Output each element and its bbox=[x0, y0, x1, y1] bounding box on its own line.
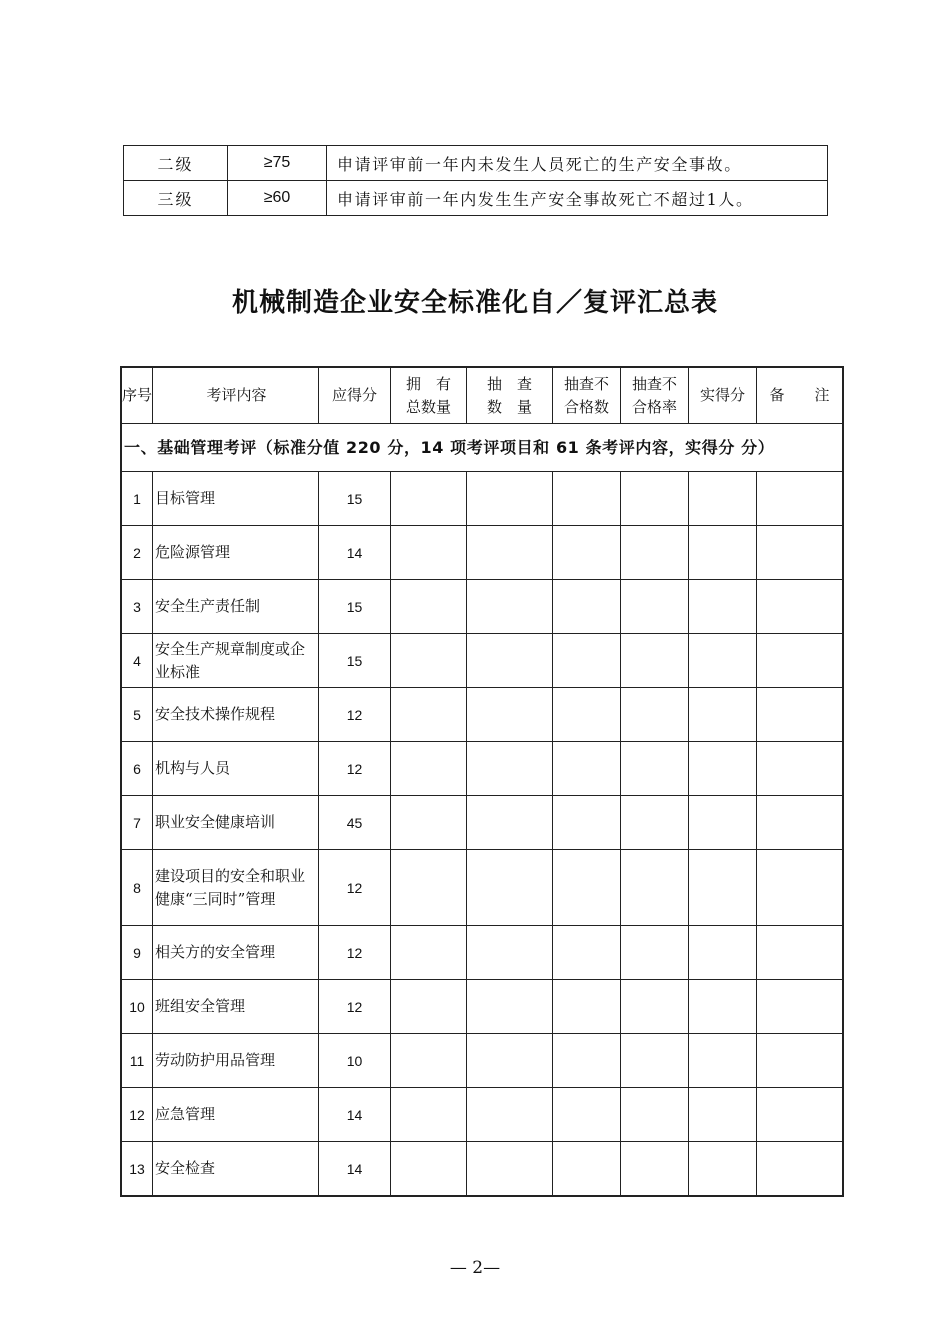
grade-condition: 申请评审前一年内未发生人员死亡的生产安全事故。 bbox=[327, 146, 828, 181]
row-standard-score: 15 bbox=[319, 580, 391, 634]
row-item: 安全生产责任制 bbox=[153, 580, 319, 634]
row-nonconform-rate[interactable] bbox=[621, 742, 689, 796]
row-actual-score[interactable] bbox=[689, 580, 757, 634]
header-note: 备 注 bbox=[757, 367, 844, 424]
row-note[interactable] bbox=[757, 742, 844, 796]
row-number: 3 bbox=[121, 580, 153, 634]
row-nonconform-rate[interactable] bbox=[621, 926, 689, 980]
row-note[interactable] bbox=[757, 526, 844, 580]
row-standard-score: 14 bbox=[319, 1142, 391, 1197]
row-own-total[interactable] bbox=[391, 688, 467, 742]
row-nonconform-count[interactable] bbox=[553, 526, 621, 580]
summary-table bbox=[120, 366, 844, 1197]
table-row bbox=[121, 1088, 843, 1142]
row-actual-score[interactable] bbox=[689, 1088, 757, 1142]
row-own-total[interactable] bbox=[391, 580, 467, 634]
header-nonconform-line2: 合格数 bbox=[563, 397, 609, 416]
row-own-total[interactable] bbox=[391, 634, 467, 688]
grade-level: 三级 bbox=[124, 181, 228, 216]
row-actual-score[interactable] bbox=[689, 526, 757, 580]
header-actual-score: 实得分 bbox=[689, 367, 757, 424]
row-check-count[interactable] bbox=[467, 688, 553, 742]
grade-table bbox=[123, 145, 828, 216]
table-row bbox=[121, 634, 843, 688]
table-row bbox=[121, 1142, 843, 1197]
row-actual-score[interactable] bbox=[689, 742, 757, 796]
row-item: 相关方的安全管理 bbox=[153, 926, 319, 980]
row-nonconform-count[interactable] bbox=[553, 926, 621, 980]
row-nonconform-count[interactable] bbox=[553, 472, 621, 526]
header-rate-line2: 合格率 bbox=[631, 397, 677, 416]
row-nonconform-count[interactable] bbox=[553, 980, 621, 1034]
row-standard-score: 12 bbox=[319, 742, 391, 796]
row-nonconform-count[interactable] bbox=[553, 580, 621, 634]
row-actual-score[interactable] bbox=[689, 688, 757, 742]
row-nonconform-rate[interactable] bbox=[621, 688, 689, 742]
row-nonconform-rate[interactable] bbox=[621, 1088, 689, 1142]
table-row bbox=[121, 926, 843, 980]
header-rate-line1: 抽查不 bbox=[631, 374, 677, 393]
grade-score: ≥75 bbox=[228, 146, 327, 181]
header-no bbox=[121, 367, 153, 424]
row-standard-score: 14 bbox=[319, 1088, 391, 1142]
grade-row bbox=[124, 181, 828, 216]
section-heading: 一、基础管理考评（标准分值 220 分，14 项考评项目和 61 条考评内容，实得分 分） bbox=[121, 424, 843, 472]
row-check-count[interactable] bbox=[467, 580, 553, 634]
row-note[interactable] bbox=[757, 1142, 844, 1197]
row-own-total[interactable] bbox=[391, 1142, 467, 1197]
row-number: 7 bbox=[121, 796, 153, 850]
row-actual-score[interactable] bbox=[689, 926, 757, 980]
row-standard-score: 12 bbox=[319, 926, 391, 980]
table-row bbox=[121, 742, 843, 796]
row-item: 班组安全管理 bbox=[153, 980, 319, 1034]
header-nonconform-line1: 抽查不 bbox=[563, 374, 609, 393]
row-note[interactable] bbox=[757, 980, 844, 1034]
row-note[interactable] bbox=[757, 1034, 844, 1088]
row-standard-score: 12 bbox=[319, 688, 391, 742]
row-number: 4 bbox=[121, 634, 153, 688]
row-standard-score: 15 bbox=[319, 634, 391, 688]
row-nonconform-count[interactable] bbox=[553, 688, 621, 742]
row-number: 5 bbox=[121, 688, 153, 742]
row-own-total[interactable] bbox=[391, 926, 467, 980]
row-nonconform-count[interactable] bbox=[553, 634, 621, 688]
row-nonconform-rate[interactable] bbox=[621, 980, 689, 1034]
table-row bbox=[121, 526, 843, 580]
row-number: 10 bbox=[121, 980, 153, 1034]
page-number: — 2— bbox=[449, 1258, 501, 1278]
row-nonconform-count[interactable] bbox=[553, 850, 621, 926]
table-row bbox=[121, 850, 843, 926]
row-own-total[interactable] bbox=[391, 850, 467, 926]
row-nonconform-rate[interactable] bbox=[621, 796, 689, 850]
header-own-line2: 总数量 bbox=[405, 397, 451, 416]
row-nonconform-count[interactable] bbox=[553, 742, 621, 796]
row-check-count[interactable] bbox=[467, 980, 553, 1034]
row-nonconform-rate[interactable] bbox=[621, 1034, 689, 1088]
row-own-total[interactable] bbox=[391, 1034, 467, 1088]
row-item: 安全技术操作规程 bbox=[153, 688, 319, 742]
row-nonconform-count[interactable] bbox=[553, 1142, 621, 1197]
row-nonconform-count[interactable] bbox=[553, 1088, 621, 1142]
row-check-count[interactable] bbox=[467, 1034, 553, 1088]
header-no-label: 序号 bbox=[122, 386, 153, 404]
row-note[interactable] bbox=[757, 850, 844, 926]
row-note[interactable] bbox=[757, 472, 844, 526]
row-note[interactable] bbox=[757, 796, 844, 850]
row-number: 13 bbox=[121, 1142, 153, 1197]
row-number: 2 bbox=[121, 526, 153, 580]
row-check-count[interactable] bbox=[467, 850, 553, 926]
row-own-total[interactable] bbox=[391, 980, 467, 1034]
row-item: 机构与人员 bbox=[153, 742, 319, 796]
row-standard-score: 12 bbox=[319, 850, 391, 926]
table-row bbox=[121, 688, 843, 742]
row-nonconform-rate[interactable] bbox=[621, 526, 689, 580]
row-item: 劳动防护用品管理 bbox=[153, 1034, 319, 1088]
row-item: 安全检查 bbox=[153, 1142, 319, 1197]
table-row bbox=[121, 580, 843, 634]
row-check-count[interactable] bbox=[467, 634, 553, 688]
row-note[interactable] bbox=[757, 1088, 844, 1142]
header-check-line2: 数 量 bbox=[486, 397, 532, 416]
row-note[interactable] bbox=[757, 580, 844, 634]
row-note[interactable] bbox=[757, 634, 844, 688]
row-standard-score: 45 bbox=[319, 796, 391, 850]
row-item: 应急管理 bbox=[153, 1088, 319, 1142]
row-nonconform-count[interactable] bbox=[553, 796, 621, 850]
row-number: 9 bbox=[121, 926, 153, 980]
row-number: 11 bbox=[121, 1034, 153, 1088]
row-standard-score: 14 bbox=[319, 526, 391, 580]
header-nonconform-rate bbox=[621, 367, 689, 424]
header-row bbox=[121, 367, 843, 424]
row-actual-score[interactable] bbox=[689, 472, 757, 526]
row-check-count[interactable] bbox=[467, 1142, 553, 1197]
header-check-count bbox=[467, 367, 553, 424]
row-standard-score: 15 bbox=[319, 472, 391, 526]
row-check-count[interactable] bbox=[467, 742, 553, 796]
header-own-total bbox=[391, 367, 467, 424]
row-own-total[interactable] bbox=[391, 472, 467, 526]
row-actual-score[interactable] bbox=[689, 1034, 757, 1088]
row-own-total[interactable] bbox=[391, 1088, 467, 1142]
row-item: 建设项目的安全和职业健康“三同时”管理 bbox=[153, 850, 319, 926]
summary-rows bbox=[121, 472, 843, 1197]
row-check-count[interactable] bbox=[467, 472, 553, 526]
row-item: 安全生产规章制度或企业标准 bbox=[153, 634, 319, 688]
table-row bbox=[121, 472, 843, 526]
header-item: 考评内容 bbox=[153, 367, 319, 424]
page-title: 机械制造企业安全标准化自／复评汇总表 bbox=[231, 288, 718, 318]
header-nonconform-count bbox=[553, 367, 621, 424]
row-standard-score: 12 bbox=[319, 980, 391, 1034]
table-row bbox=[121, 980, 843, 1034]
table-row bbox=[121, 1034, 843, 1088]
grade-row bbox=[124, 146, 828, 181]
row-nonconform-count[interactable] bbox=[553, 1034, 621, 1088]
row-actual-score[interactable] bbox=[689, 634, 757, 688]
grade-level: 二级 bbox=[124, 146, 228, 181]
row-standard-score: 10 bbox=[319, 1034, 391, 1088]
grade-condition: 申请评审前一年内发生生产安全事故死亡不超过1人。 bbox=[327, 181, 828, 216]
row-nonconform-rate[interactable] bbox=[621, 850, 689, 926]
header-own-line1: 拥 有 bbox=[405, 374, 451, 393]
row-note[interactable] bbox=[757, 688, 844, 742]
table-row bbox=[121, 796, 843, 850]
row-number: 12 bbox=[121, 1088, 153, 1142]
row-item: 目标管理 bbox=[153, 472, 319, 526]
row-note[interactable] bbox=[757, 926, 844, 980]
row-number: 1 bbox=[121, 472, 153, 526]
row-nonconform-rate[interactable] bbox=[621, 634, 689, 688]
row-own-total[interactable] bbox=[391, 742, 467, 796]
row-nonconform-rate[interactable] bbox=[621, 580, 689, 634]
row-check-count[interactable] bbox=[467, 1088, 553, 1142]
row-check-count[interactable] bbox=[467, 796, 553, 850]
row-number: 6 bbox=[121, 742, 153, 796]
row-actual-score[interactable] bbox=[689, 980, 757, 1034]
row-item: 危险源管理 bbox=[153, 526, 319, 580]
grade-score: ≥60 bbox=[228, 181, 327, 216]
section-row bbox=[121, 424, 843, 472]
row-check-count[interactable] bbox=[467, 926, 553, 980]
row-nonconform-rate[interactable] bbox=[621, 472, 689, 526]
row-own-total[interactable] bbox=[391, 796, 467, 850]
header-standard-score: 应得分 bbox=[319, 367, 391, 424]
header-check-line1: 抽 查 bbox=[486, 374, 532, 393]
row-own-total[interactable] bbox=[391, 526, 467, 580]
row-actual-score[interactable] bbox=[689, 1142, 757, 1197]
row-actual-score[interactable] bbox=[689, 796, 757, 850]
row-nonconform-rate[interactable] bbox=[621, 1142, 689, 1197]
row-actual-score[interactable] bbox=[689, 850, 757, 926]
row-item: 职业安全健康培训 bbox=[153, 796, 319, 850]
row-number: 8 bbox=[121, 850, 153, 926]
row-check-count[interactable] bbox=[467, 526, 553, 580]
